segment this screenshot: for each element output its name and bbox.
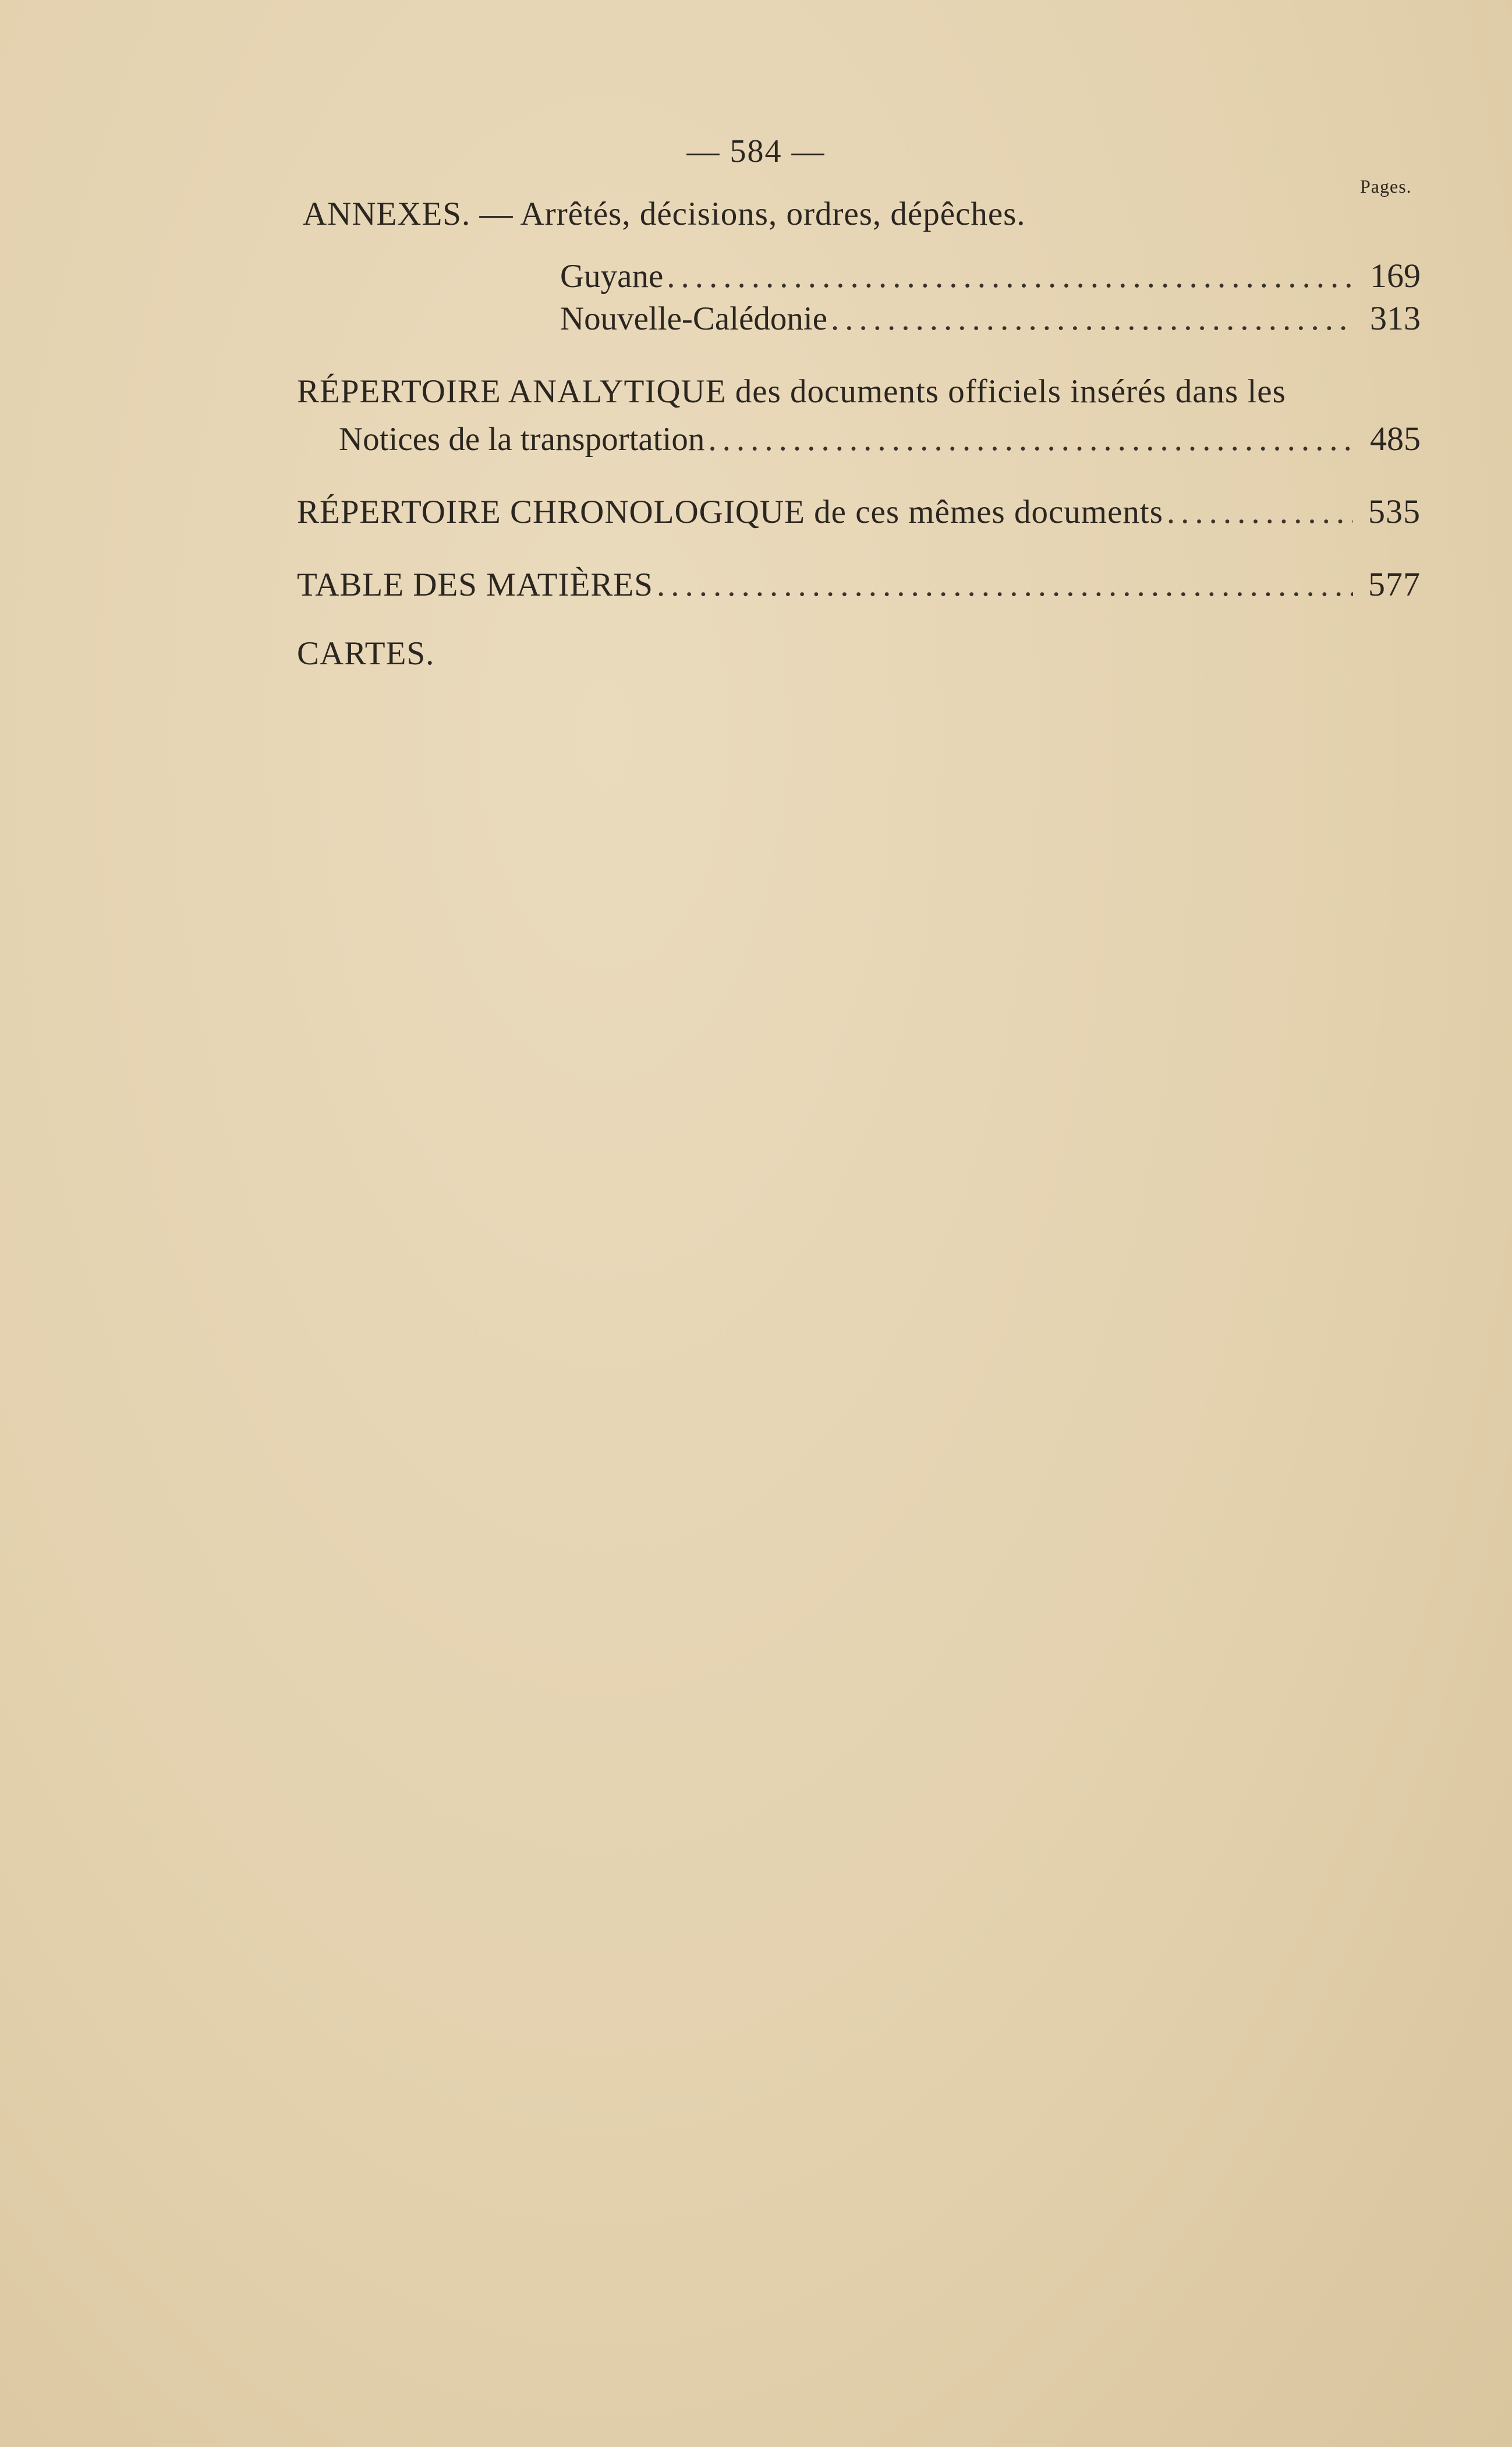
page-number: — 584 — — [686, 133, 826, 169]
toc-entry-page: 313 — [1370, 299, 1421, 337]
toc-entry-page: 485 — [1370, 420, 1421, 458]
toc-entry-label: RÉPERTOIRE CHRONOLOGIQUE de ces mêmes documents — [297, 494, 1163, 530]
repertoire-analytique-line1: RÉPERTOIRE ANALYTIQUE des documents officiels insérés dans les — [297, 373, 1286, 410]
dot-leader — [667, 257, 1353, 295]
toc-entry-label: TABLE DES MATIÈRES — [297, 566, 653, 603]
toc-entry-repertoire-chronologique — [297, 492, 1421, 531]
dot-leader — [1167, 493, 1353, 531]
dot-leader — [708, 420, 1353, 458]
toc-entry-page: 169 — [1370, 257, 1421, 295]
toc-entry-repertoire-analytique — [339, 419, 1421, 458]
toc-entry-table-des-matieres — [297, 565, 1421, 604]
toc-entry-label: Nouvelle-Calédonie — [560, 300, 828, 337]
pages-column-label: Pages. — [1360, 176, 1412, 197]
cartes-heading: CARTES. — [297, 635, 435, 672]
toc-entry-guyane — [560, 256, 1421, 295]
dot-leader — [831, 300, 1353, 338]
toc-entry-label: Notices de la transportation — [339, 421, 705, 458]
toc-entry-page: 577 — [1368, 565, 1421, 603]
toc-entry-label: Guyane — [560, 258, 664, 295]
dot-leader — [657, 566, 1353, 604]
annexes-heading: ANNEXES. — Arrêtés, décisions, ordres, dépêches. — [303, 196, 1026, 232]
toc-entry-nouvelle-caledonie — [560, 299, 1421, 338]
toc-entry-page: 535 — [1368, 493, 1421, 530]
